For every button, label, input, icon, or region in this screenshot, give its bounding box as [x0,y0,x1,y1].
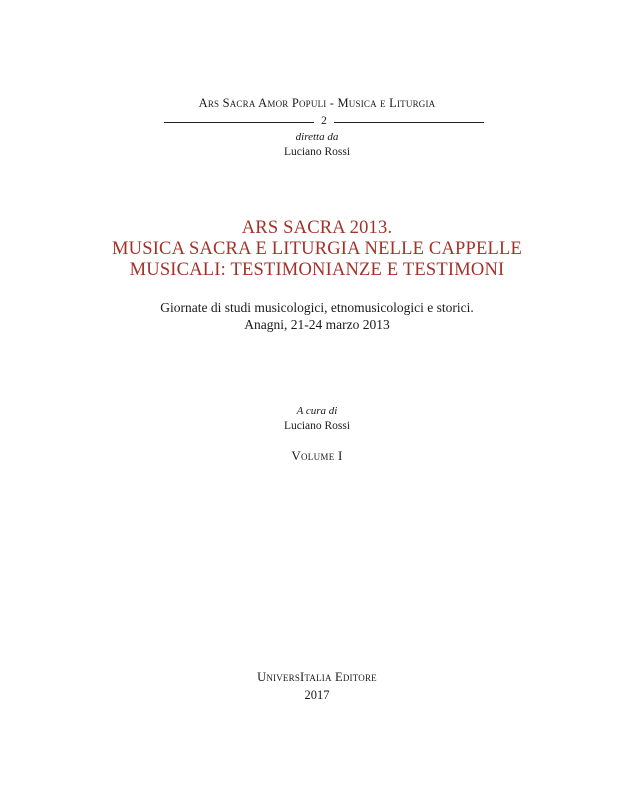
publication-year: 2017 [304,688,330,702]
book-subtitle [0,299,634,333]
book-title-line-1: ARS SACRA 2013. [241,218,393,238]
volume-label: Volume I [291,448,343,463]
book-title-line-2: MUSICA SACRA E LITURGIA NELLE CAPPELLE [112,239,522,259]
subtitle-line-1: Giornate di studi musicologici, etnomusicologici e storici. [160,300,474,315]
book-title-line-3: MUSICALI: TESTIMONIANZE E TESTIMONI [129,260,505,280]
series-director: Luciano Rossi [283,146,351,158]
series-number-row [164,116,484,130]
subtitle-line-2: Anagni, 21-24 marzo 2013 [244,317,390,332]
book-title [0,218,634,281]
series-number: 2 [321,115,327,127]
publisher-name: UniversItalia Editore [257,670,377,684]
series-title: Ars Sacra Amor Populi - Musica e Liturgia [198,96,436,110]
editor-name: Luciano Rossi [283,420,351,432]
edited-by-label: A cura di [296,405,338,417]
right-rule [334,122,484,123]
directed-by-label: diretta da [295,131,339,143]
left-rule [164,122,314,123]
